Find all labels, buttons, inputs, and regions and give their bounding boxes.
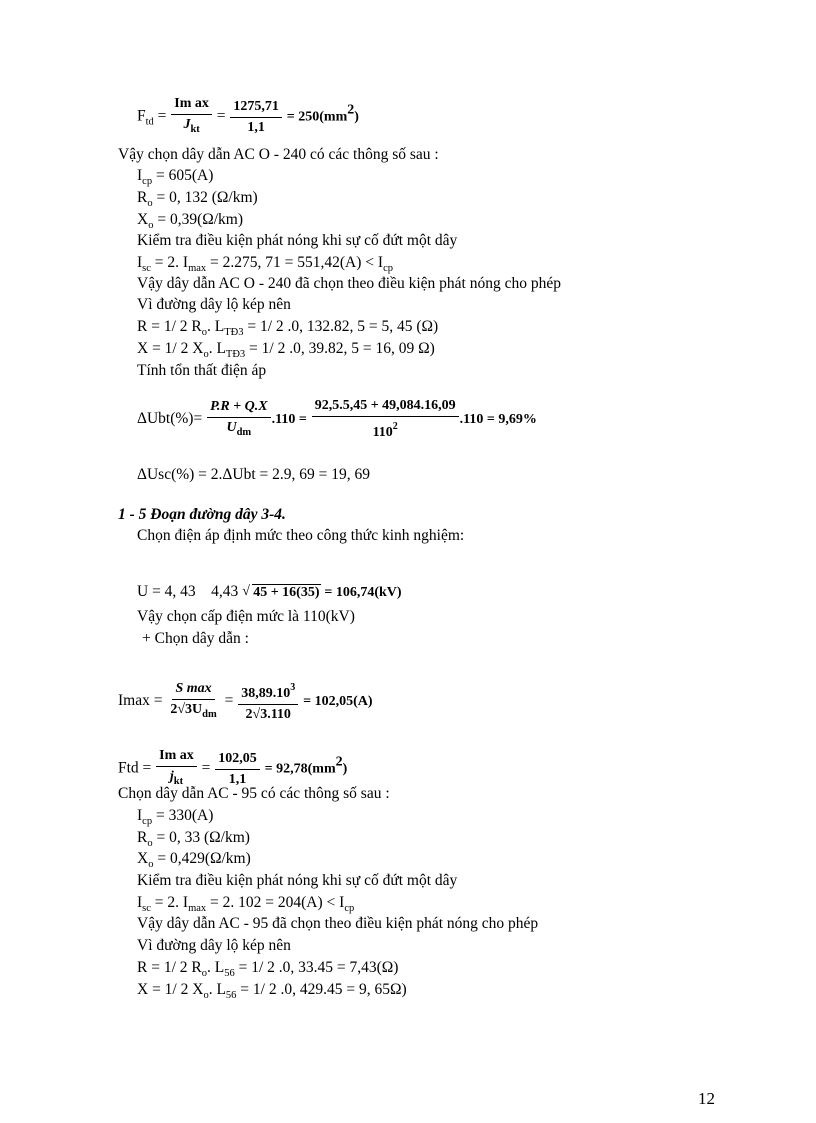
- value: = 1/ 2 .0, 33.45 = 7,43(Ω): [234, 959, 399, 976]
- text-line: Kiểm tra điều kiện phát nóng khi sự cố đứt một dây: [137, 872, 458, 889]
- value: = 1/ 2 .0, 132.82, 5 = 5, 45 (Ω): [243, 318, 439, 335]
- denominator: 2√3.110: [245, 707, 291, 722]
- sym-sub: cp: [383, 263, 393, 274]
- numerator: Im ax: [156, 748, 197, 767]
- sqrt: [242, 584, 320, 602]
- text-line: + Chọn dây dẫn :: [142, 630, 249, 647]
- text-line: Chọn dây dẫn AC - 95 có các thông số sau :: [118, 785, 390, 802]
- sym-sub: max: [188, 263, 207, 274]
- fraction: [207, 399, 271, 441]
- value: = 2.275, 71 = 551,42(A) < I: [206, 254, 384, 271]
- xo-line: [137, 850, 251, 874]
- fraction: [230, 99, 282, 136]
- sym: I: [137, 254, 143, 271]
- sym-sub: 56: [224, 968, 235, 979]
- icp-line: [137, 167, 213, 191]
- fraction: [312, 398, 459, 441]
- text-line: Chọn điện áp định mức theo công thức kinh nghiệm:: [137, 527, 465, 544]
- text-line: Kiểm tra điều kiện phát nóng khi sự cố đứt một dây: [137, 232, 458, 249]
- ro-line: [137, 189, 258, 213]
- lhs: Ftd =: [118, 759, 152, 777]
- value: R = 1/ 2 R: [137, 959, 202, 976]
- sym-sub: max: [188, 903, 207, 914]
- dubt-formula: [137, 398, 537, 441]
- value: . L: [206, 318, 225, 335]
- equals: =: [157, 107, 167, 125]
- fraction: [171, 96, 212, 138]
- sym-sub: sc: [142, 263, 151, 274]
- lhs: ΔUbt(%)=: [137, 410, 203, 428]
- value: . L: [208, 981, 226, 998]
- mid: .110 =: [271, 412, 307, 428]
- sym-sub: o: [203, 990, 209, 1001]
- fraction: [215, 751, 260, 788]
- den-sub: kt: [173, 776, 184, 787]
- value: . L: [206, 959, 225, 976]
- den-sub: kt: [190, 124, 200, 135]
- value: = 0,429(Ω/km): [153, 850, 251, 867]
- den-sub: dm: [236, 426, 252, 438]
- ftd-formula-1: $F_{td}$ = $\frac{\text{Im ax}}{J_{kt}}$ = $\frac{1275,71}{1,1}$ = 250(mm2): [137, 96, 359, 138]
- numerator: 1275,71: [230, 99, 282, 118]
- den-main: U: [226, 419, 237, 435]
- numerator: P.R + Q.X: [207, 399, 271, 418]
- denominator: [370, 417, 401, 441]
- numerator: S max: [172, 681, 214, 700]
- sym-sub: o: [201, 968, 207, 979]
- sym: R: [137, 189, 148, 206]
- sym: I: [137, 167, 143, 184]
- num-sup: 3: [290, 682, 296, 693]
- denominator: 1,1: [247, 119, 265, 135]
- fraction: [167, 681, 219, 723]
- sym-sub: cp: [142, 816, 153, 827]
- den-sup: 2: [392, 421, 398, 432]
- lhs: Imax =: [118, 692, 163, 710]
- denominator: 1,1: [228, 771, 247, 787]
- text-line: Vậy chọn dây dẫn AC O - 240 có các thông số sau :: [118, 146, 439, 163]
- num-main: 38,89.10: [241, 686, 291, 701]
- value: = 2. I: [150, 254, 189, 271]
- den-main: J: [183, 117, 191, 132]
- sym: X: [137, 850, 149, 867]
- ftd-lhs-sub: td: [145, 116, 154, 128]
- sym-sub: o: [203, 349, 209, 360]
- numerator: Im ax: [171, 96, 212, 115]
- den-main: 2√3U: [170, 701, 203, 717]
- x-line: [137, 340, 435, 364]
- result-end: ): [354, 109, 359, 125]
- numerator: [238, 680, 298, 705]
- denominator: [180, 115, 202, 138]
- ftd-formula-2: Ftd = $\frac{\text{Im ax}}{j_{kt}}$ = $\frac{102,05}{1,1}$ = 92,78(mm2): [118, 748, 347, 790]
- value: = 0, 33 (Ω/km): [152, 829, 250, 846]
- icp-line: [137, 807, 213, 831]
- value: = 1/ 2 .0, 39.82, 5 = 16, 09 Ω): [245, 340, 435, 357]
- result-end: ): [342, 761, 348, 777]
- value: = 0, 132 (Ω/km): [152, 189, 258, 206]
- text-line: Vì đường dây lộ kép nên: [137, 296, 291, 313]
- denominator: [223, 418, 254, 441]
- sym-sub: TĐ3: [224, 327, 244, 338]
- value: = 330(A): [152, 807, 214, 824]
- sym-sub: TĐ3: [225, 349, 246, 360]
- sym-sub: 56: [225, 990, 237, 1001]
- sym-sub: o: [148, 220, 154, 231]
- imax-formula: Imax = $\frac{\text{S max}}{2√3U_{dm}}$ = $\frac{38,89.10^3}{2√3.110}$ = 102,05(A): [118, 680, 373, 722]
- result: = 102,05(A): [303, 694, 373, 710]
- ftd-lhs: F: [137, 107, 146, 125]
- denominator: [167, 700, 219, 723]
- text-line: Vậy chọn cấp điện mức là 110(kV): [137, 608, 355, 625]
- fraction: [156, 748, 197, 790]
- text-line: Vậy dây dẫn AC O - 240 đã chọn theo điều kiện phát nóng cho phép: [137, 275, 562, 292]
- value: X = 1/ 2 X: [137, 981, 204, 998]
- dusc-line: ΔUsc(%) = 2.ΔUbt = 2.9, 69 = 19, 69: [137, 466, 370, 483]
- value: = 605(A): [152, 167, 214, 184]
- r-line: [137, 318, 438, 342]
- page-number: 12: [698, 1089, 715, 1108]
- result-sup: 2: [347, 102, 355, 118]
- text-line: Vì đường dây lộ kép nên: [137, 937, 291, 954]
- sym: I: [137, 894, 143, 911]
- result: .110 = 9,69%: [459, 412, 537, 428]
- sym: I: [137, 807, 143, 824]
- sym: X: [137, 211, 149, 228]
- value: = 2. 102 = 204(A) < I: [206, 894, 345, 911]
- value: = 1/ 2 .0, 429.45 = 9, 65Ω): [236, 981, 407, 998]
- lhs: U = 4, 43 4,43: [137, 583, 239, 600]
- den-main: j: [169, 769, 174, 784]
- value: X = 1/ 2 X: [137, 340, 204, 357]
- value: R = 1/ 2 R: [137, 318, 202, 335]
- u-formula: [137, 583, 402, 602]
- radicand: 45 + 16(35): [253, 585, 320, 600]
- section-heading: 1 - 5 Đoạn đường dây 3-4.: [118, 506, 286, 523]
- value: . L: [208, 340, 226, 357]
- fraction: [238, 680, 298, 723]
- result: = 250(mm: [286, 109, 348, 125]
- sym-sub: o: [148, 859, 154, 870]
- value: = 2. I: [150, 894, 189, 911]
- r-line: [137, 959, 398, 983]
- sym-sub: o: [147, 838, 153, 849]
- result: = 92,78(mm: [264, 761, 336, 777]
- result: = 106,74(kV): [324, 585, 402, 600]
- den-main: 110: [372, 425, 393, 440]
- value: = 0,39(Ω/km): [153, 211, 244, 228]
- text-line: Tính tổn thất điện áp: [137, 362, 267, 379]
- sym-sub: o: [147, 198, 153, 209]
- sym-sub: cp: [142, 176, 153, 187]
- sym-sub: o: [201, 327, 207, 338]
- sym-sub: sc: [142, 903, 151, 914]
- den-sub: dm: [202, 708, 217, 720]
- x-line: [137, 981, 407, 1005]
- sym: R: [137, 829, 148, 846]
- numerator: 92,5.5,45 + 49,084.16,09: [312, 398, 459, 417]
- sym-sub: cp: [344, 903, 355, 914]
- text-line: Vậy dây dẫn AC - 95 đã chọn theo điều kiện phát nóng cho phép: [137, 915, 539, 932]
- result-sup: 2: [335, 754, 343, 770]
- numerator: 102,05: [215, 751, 260, 770]
